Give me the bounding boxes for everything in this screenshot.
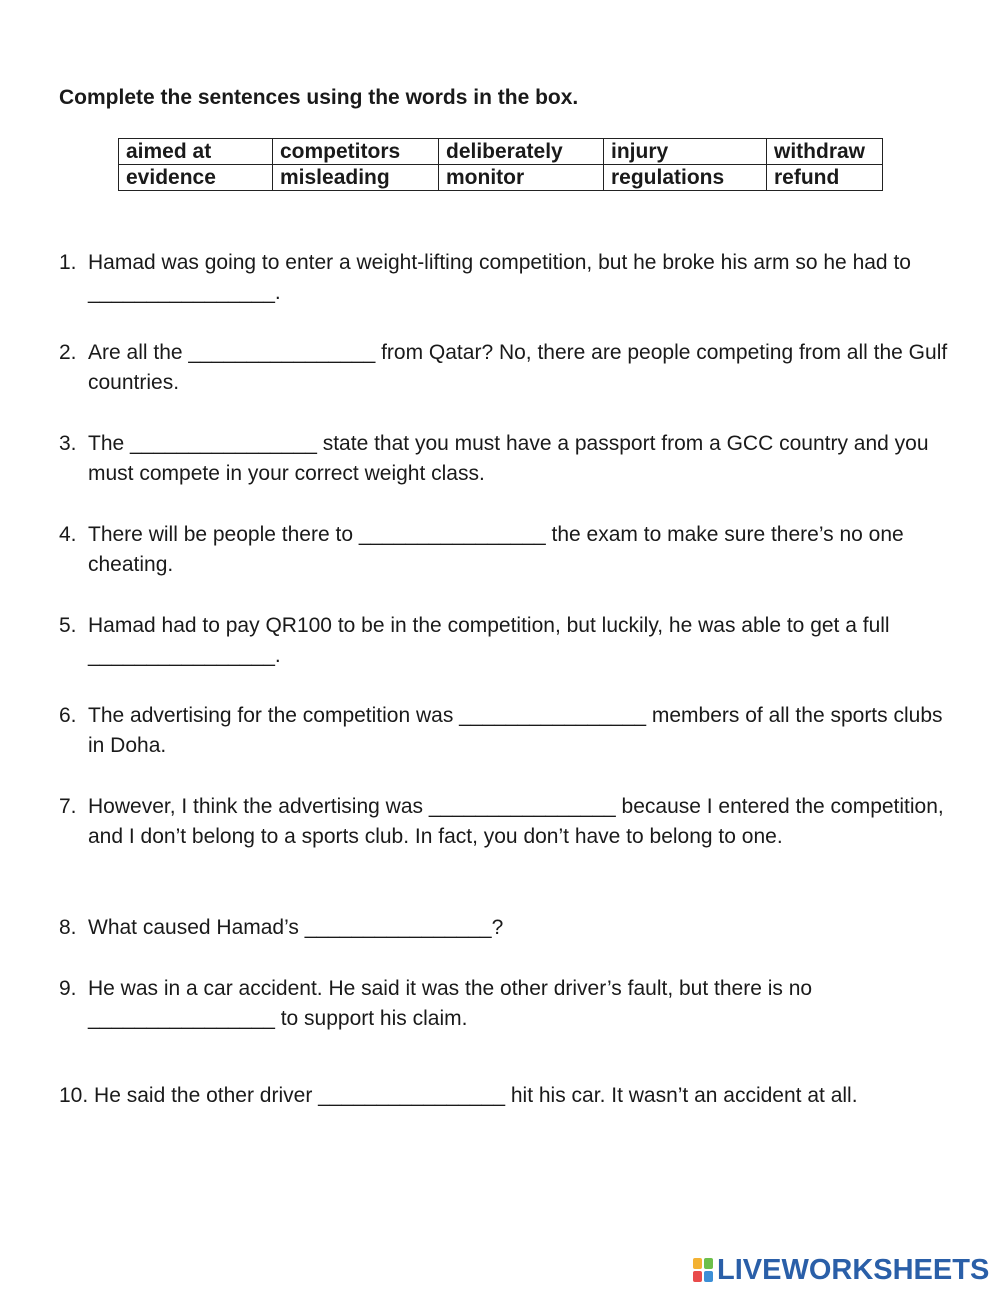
question-body: He said the other driver ________________ hit his car. It wasn’t an accident at all. xyxy=(94,1084,858,1107)
word-cell: aimed at xyxy=(119,139,273,165)
word-cell: withdraw xyxy=(767,139,883,165)
question-number: 9. xyxy=(59,977,77,1000)
word-box-row xyxy=(119,139,883,165)
question-number: 3. xyxy=(59,432,77,455)
question-text: The ________________ state that you must have a passport from a GCC country and you must compete in your correct weight class. xyxy=(88,432,929,485)
question-item xyxy=(59,1081,949,1111)
logo-tile xyxy=(704,1258,713,1269)
question-text: There will be people there to ________________ the exam to make sure there’s no one cheating. xyxy=(88,523,904,576)
question-text: Hamad was going to enter a weight-lifting competition, but he broke his arm so he had to ________________. xyxy=(88,251,911,304)
question-item xyxy=(59,520,949,580)
liveworksheets-logo[interactable] xyxy=(693,1254,989,1286)
question-item xyxy=(59,913,949,943)
word-cell: deliberately xyxy=(439,139,604,165)
word-cell: evidence xyxy=(119,165,273,191)
word-box-row xyxy=(119,165,883,191)
question-number: 5. xyxy=(59,614,77,637)
question-number: 8. xyxy=(59,916,77,939)
word-cell: monitor xyxy=(439,165,604,191)
word-cell: injury xyxy=(604,139,767,165)
question-text: Are all the ________________ from Qatar? No, there are people competing from all the Gulf countries. xyxy=(88,341,948,394)
word-cell: refund xyxy=(767,165,883,191)
question-number: 10. xyxy=(59,1084,89,1107)
question-text: Hamad had to pay QR100 to be in the competition, but luckily, he was able to get a full ________________. xyxy=(88,614,890,667)
question-text: The advertising for the competition was ________________ members of all the sports clubs in Doha. xyxy=(88,704,943,757)
question-text: He was in a car accident. He said it was the other driver’s fault, but there is no ________________ to support his claim. xyxy=(88,977,813,1030)
logo-tile xyxy=(704,1271,713,1282)
question-item xyxy=(59,974,949,1034)
question-number: 4. xyxy=(59,523,77,546)
word-cell: competitors xyxy=(273,139,439,165)
question-number: 2. xyxy=(59,341,77,364)
question-item xyxy=(59,248,949,308)
word-cell: regulations xyxy=(604,165,767,191)
logo-tile xyxy=(693,1271,702,1282)
logo-text: LIVEWORKSHEETS xyxy=(717,1253,990,1286)
question-number: 7. xyxy=(59,795,77,818)
word-cell: misleading xyxy=(273,165,439,191)
question-item xyxy=(59,611,949,671)
question-item xyxy=(59,429,949,489)
question-text xyxy=(59,1081,949,1111)
liveworksheets-logo-icon xyxy=(693,1258,713,1282)
question-item xyxy=(59,338,949,398)
question-item xyxy=(59,792,949,852)
question-text: However, I think the advertising was ________________ because I entered the competition, and I don’t belong to a sports club. In fact, you don’t have to belong to one. xyxy=(88,795,944,848)
logo-tile xyxy=(693,1258,702,1269)
word-box xyxy=(118,138,883,191)
question-number: 6. xyxy=(59,704,77,727)
question-item xyxy=(59,701,949,761)
question-number: 1. xyxy=(59,251,77,274)
question-text: What caused Hamad’s ________________? xyxy=(88,916,504,939)
instruction-heading: Complete the sentences using the words in the box. xyxy=(59,86,579,109)
